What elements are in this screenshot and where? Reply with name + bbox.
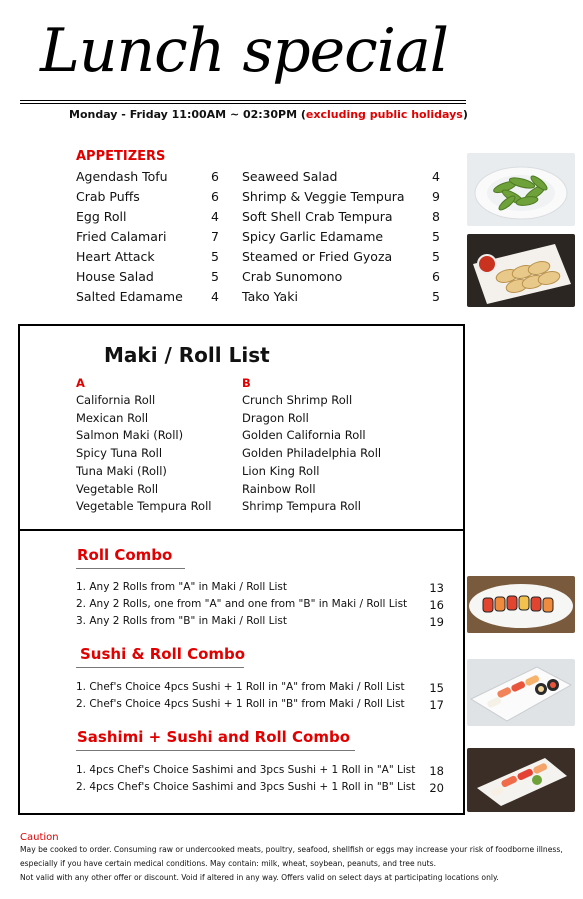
roll-combo-photo <box>467 576 575 633</box>
combo-item: 2. 4pcs Chef's Choice Sashimi and 3pcs Sushi + 1 Roll in "B" List <box>76 781 416 793</box>
hours-note: excluding public holidays <box>305 108 463 121</box>
combo-item: 3. Any 2 Rolls from "B" in Maki / Roll List <box>76 615 288 627</box>
list-item: Spicy Garlic Edamame 5 <box>242 229 440 244</box>
list-item: California Roll <box>76 393 156 407</box>
list-item: Rainbow Roll <box>242 481 316 496</box>
combo-item: 1. 4pcs Chef's Choice Sashimi and 3pcs Sushi + 1 Roll in "A" List <box>76 764 416 776</box>
edamame-photo <box>467 153 575 226</box>
maki-col-b-label: B <box>242 376 251 390</box>
list-item: Salted Edamame 4 <box>76 289 219 304</box>
combo-price: 15 <box>429 681 444 695</box>
list-item: Golden Philadelphia Roll <box>242 446 382 461</box>
combo-price: 20 <box>429 781 444 795</box>
list-item: Soft Shell Crab Tempura 8 <box>242 209 440 224</box>
page-title: Lunch special <box>40 16 448 86</box>
list-item: Golden California Roll <box>242 428 366 443</box>
maki-col-b-list <box>242 392 381 516</box>
list-item: Vegetable Roll <box>76 481 159 496</box>
caution-text: May be cooked to order. Consuming raw or undercooked meats, poultry, seafood, shellfish or eggs may increase your risk of foodborne illness, <box>20 845 563 854</box>
heading-underline <box>76 568 185 569</box>
caution-text: especially if you have certain medical conditions. May contain: milk, wheat, soybean, peanuts, and tree nuts. <box>20 859 437 868</box>
maki-col-a-list <box>76 392 211 516</box>
list-item: Dragon Roll <box>242 410 309 425</box>
list-item: Mexican Roll <box>76 410 149 425</box>
list-item: Tako Yaki 5 <box>242 289 440 304</box>
list-item: Heart Attack 5 <box>76 249 219 264</box>
roll-combo-heading: Roll Combo <box>77 546 173 564</box>
list-item: Fried Calamari 7 <box>76 229 219 244</box>
title-rule <box>20 100 466 101</box>
maki-title: Maki / Roll List <box>104 343 270 367</box>
list-item: Seaweed Salad 4 <box>242 169 440 184</box>
appetizers-heading: APPETIZERS <box>76 149 166 164</box>
list-item: Salmon Maki (Roll) <box>76 428 184 443</box>
combo-item: 1. Chef's Choice 4pcs Sushi + 1 Roll in "A" from Maki / Roll List <box>76 681 405 693</box>
combo-price: 13 <box>429 581 444 595</box>
list-item: Egg Roll 4 <box>76 209 219 224</box>
combo-price: 16 <box>429 598 444 612</box>
list-item: Agendash Tofu 6 <box>76 169 219 184</box>
list-item: Tuna Maki (Roll) <box>76 463 167 478</box>
sashimi-combo-photo <box>467 748 575 812</box>
list-item: Steamed or Fried Gyoza 5 <box>242 249 440 264</box>
heading-underline <box>76 750 355 751</box>
list-item: Crab Sunomono 6 <box>242 269 440 284</box>
title-rule <box>20 103 466 104</box>
combo-price: 17 <box>429 698 444 712</box>
combo-item: 2. Any 2 Rolls, one from "A" and one from "B" in Maki / Roll List <box>76 598 408 610</box>
list-item: Shrimp & Veggie Tempura 9 <box>242 189 440 204</box>
caution-text: Not valid with any other offer or discount. Void if altered in any way. Offers valid on select days at participating locations only. <box>20 873 499 882</box>
combo-item: 1. Any 2 Rolls from "A" in Maki / Roll List <box>76 581 287 593</box>
combo-item: 2. Chef's Choice 4pcs Sushi + 1 Roll in "B" from Maki / Roll List <box>76 698 405 710</box>
appetizers-left-list <box>76 167 219 307</box>
hours-text: Monday - Friday 11:00AM ~ 02:30PM (excluding public holidays) <box>69 108 468 121</box>
heading-underline <box>76 667 244 668</box>
gyoza-photo <box>467 234 575 307</box>
appetizers-right-list <box>242 167 440 307</box>
maki-col-a-label: A <box>76 376 85 390</box>
list-item: Spicy Tuna Roll <box>76 446 163 461</box>
sashimi-combo-heading: Sashimi + Sushi and Roll Combo <box>77 728 351 746</box>
list-item: Vegetable Tempura Roll <box>76 499 212 514</box>
list-item: Shrimp Tempura Roll <box>242 499 361 514</box>
sushi-roll-combo-heading: Sushi & Roll Combo <box>80 645 246 663</box>
list-item: Lion King Roll <box>242 463 320 478</box>
combo-price: 18 <box>429 764 444 778</box>
combo-price: 19 <box>429 615 444 629</box>
list-item: House Salad 5 <box>76 269 219 284</box>
list-item: Crab Puffs 6 <box>76 189 219 204</box>
sushi-combo-photo <box>467 659 575 726</box>
list-item: Crunch Shrimp Roll <box>242 393 353 407</box>
caution-heading: Caution <box>20 832 59 843</box>
